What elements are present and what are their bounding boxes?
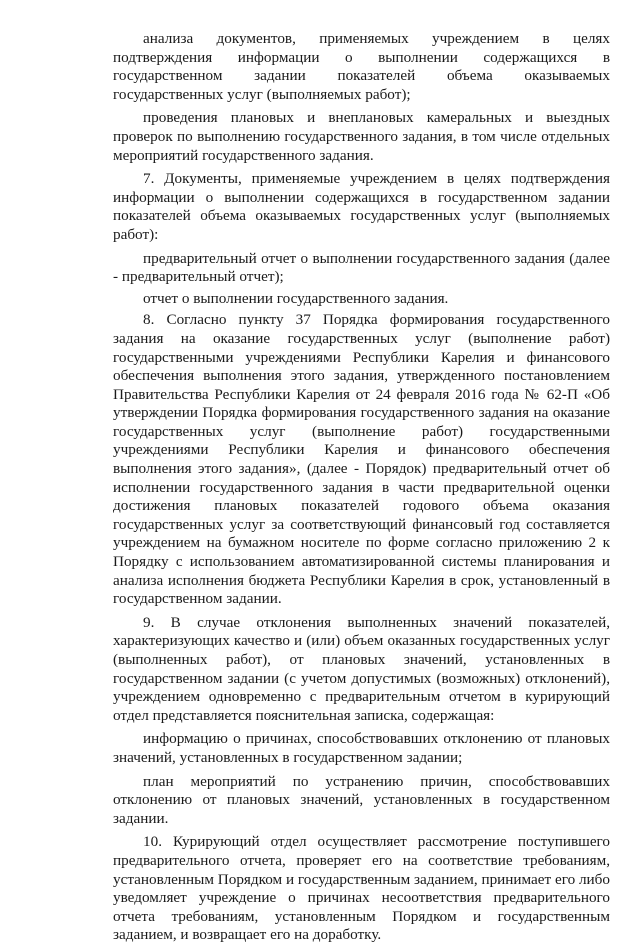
paragraph-item-8: 8. Согласно пункту 37 Порядка формирования государственного задания на оказание государственных услуг (выполнение работ) государственными учреждениями Республики Карелия и финансового обеспечения выполнения этого задания, утвержденного постановлением Правительства Республики Карелия от 24 февраля 2016 года № 62-П «Об утверждении Порядка формирования государственного задания на оказание государственных услуг (выполнение работ) государственными учреждениями Республики Карелия и финансового обеспечения выполнения этого задания», (далее - Порядок) предварительный отчет об исполнении государственного задания в части предварительной оценки достижения плановых показателей годового объема оказания государственных услуг за соответствующий финансовый год составляется учреждением на бумажном носителе по форме согласно приложению 2 к Порядку с использованием автоматизированной системы планирования и анализа исполнения бюджета Республики Карелия в срок, установленный в государственном задании. [113,311,610,608]
paragraph-reasons-info: информацию о причинах, способствовавших отклонению от плановых значений, установленных в государственном задании; [113,730,610,766]
paragraph-inspections: проведения плановых и внеплановых камеральных и выездных проверок по выполнению государственного задания, в том числе отдельных мероприятий государственного задания. [113,109,610,164]
paragraph-document-analysis: анализа документов, применяемых учреждением в целях подтверждения информации о выполнении содержащихся в государственном задании показателей объема оказываемых государственных услуг (выполняемых работ); [113,30,610,103]
paragraph-item-7: 7. Документы, применяемые учреждением в целях подтверждения информации о выполнении содержащихся в государственном задании показателей объема оказываемых государственных услуг (выполняемых работ): [113,170,610,243]
paragraph-item-9: 9. В случае отклонения выполненных значений показателей, характеризующих качество и (или) объем оказанных государственных услуг (выполненных работ), от плановых значений, установленных в государственном задании (с учетом допустимых (возможных) отклонений), учреждением одновременно с предварительным отчетом в курирующий отдел представляется пояснительная записка, содержащая: [113,613,610,724]
paragraph-preliminary-report: предварительный отчет о выполнении государственного задания (далее - предварительный отчет); [113,249,610,286]
paragraph-item-10: 10. Курирующий отдел осуществляет рассмотрение поступившего предварительного отчета, проверяет его на соответствие требованиям, установленным Порядком и государственным заданием, принимает его либо уведомляет учреждение о причинах несоответствия предварительного отчета требованиям, установленным Порядком и государственным заданием, и возвращает его на доработку. [113,833,610,944]
paragraph-report: отчет о выполнении государственного задания. [143,289,449,307]
paragraph-action-plan: план мероприятий по устранению причин, способствовавших отклонению от плановых значений, установленных в государственном задании. [113,772,610,827]
